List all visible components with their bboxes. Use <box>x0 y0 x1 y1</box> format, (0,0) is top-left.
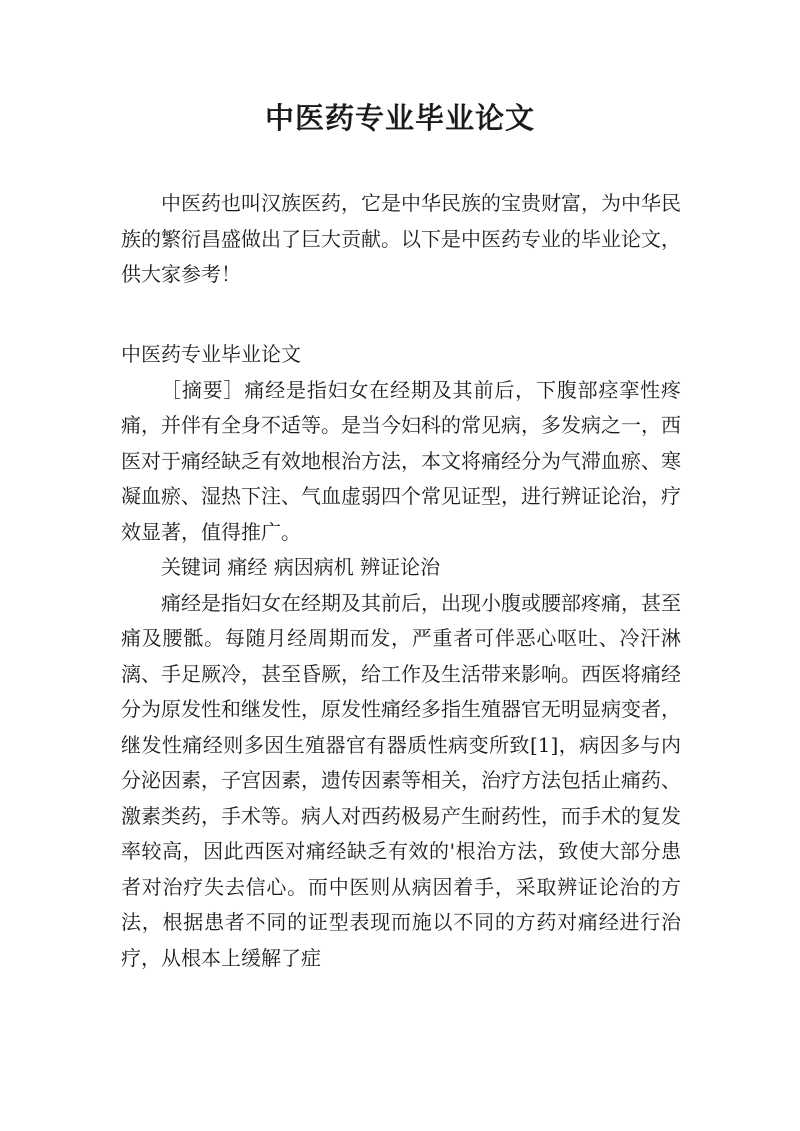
keywords-line: 关键词 痛经 病因病机 辨证论治 <box>161 555 441 579</box>
intro-section <box>121 186 681 293</box>
section-subtitle: 中医药专业毕业论文 <box>121 342 301 366</box>
intro-paragraph: 中医药也叫汉族医药，它是中华民族的宝贵财富，为中华民族的繁衍昌盛做出了巨大贡献。以下是中医药专业的毕业论文，供大家参考！ <box>121 191 681 286</box>
body-paragraph: 痛经是指妇女在经期及其前后，出现小腹或腰部疼痛，甚至痛及腰骶。每随月经周期而发，严重者可伴恶心呕吐、冷汗淋漓、手足厥冷，甚至昏厥，给工作及生活带来影响。西医将痛经分为原发性和继发性，原发性痛经多指生殖器官无明显病变者，继发性痛经则多因生殖器官有器质性病变所致[1]，病因多与内分泌因素，子宫因素，遗传因素等相关，治疗方法包括止痛药、激素类药，手术等。病人对西药极易产生耐药性，而手术的复发率较高，因此西医对痛经缺乏有效的'根治方法，致使大部分患者对治疗失去信心。而中医则从病因着手，采取辨证论治的方法，根据患者不同的证型表现而施以不同的方药对痛经进行治疗，从根本上缓解了症 <box>121 590 681 970</box>
main-section <box>121 337 681 976</box>
document-title: 中医药专业毕业论文 <box>264 101 535 135</box>
abstract-paragraph: ［摘要］痛经是指妇女在经期及其前后，下腹部痉挛性疼痛，并伴有全身不适等。是当今妇科的常见病，多发病之一，西医对于痛经缺乏有效地根治方法，本文将痛经分为气滞血瘀、寒凝血瘀、湿热下注、气血虚弱四个常见证型，进行辨证论治，疗效显著，值得推广。 <box>121 377 681 544</box>
